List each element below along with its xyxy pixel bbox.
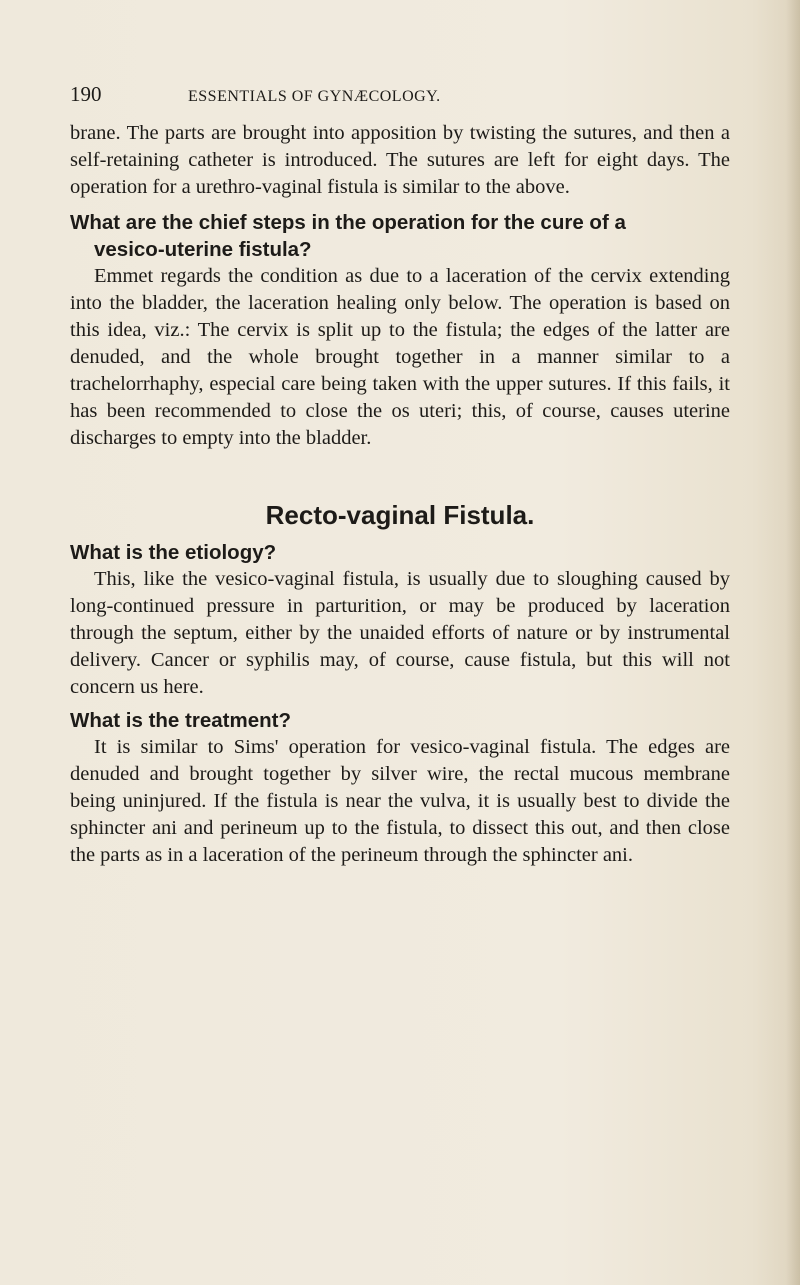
- question-line-1: What are the chief steps in the operation for the cure of a: [70, 211, 626, 234]
- running-head: [70, 82, 730, 110]
- paragraph-continuation: brane. The parts are brought into apposition by twisting the sutures, and then a self-retaining catheter is introduced. The sutures are left for eight days. The operation for a urethro-vaginal fistula is similar to the above.: [70, 122, 730, 198]
- question-line-2: vesico-uterine fistula?: [94, 238, 312, 261]
- question-vesico-uterine: [70, 209, 730, 263]
- answer-etiology: This, like the vesico-vaginal fistula, is usually due to sloughing caused by long-continued pressure in parturition, or may be produced by laceration through the septum, either by the unaided efforts of nature or by instrumental delivery. Cancer or syphilis may, of course, cause fistula, but this will not concern us here.: [70, 568, 730, 698]
- answer-treatment: It is similar to Sims' operation for vesico-vaginal fistula. The edges are denuded and brought together by silver wire, the rectal mucous membrane being uninjured. If the fistula is near the vulva, it is usually best to divide the sphincter ani and perineum up to the fistula, to dissect this out, and then close the parts as in a laceration of the perineum through the sphincter ani.: [70, 736, 730, 866]
- section-heading: Recto-vaginal Fistula.: [265, 500, 535, 530]
- question-etiology: What is the etiology?: [70, 541, 277, 564]
- page-content: [70, 82, 730, 869]
- question-treatment: What is the treatment?: [70, 709, 291, 732]
- page-edge-shadow: [786, 0, 800, 1285]
- page-number: 190: [70, 82, 102, 106]
- running-title: ESSENTIALS OF GYNÆCOLOGY.: [188, 88, 441, 105]
- answer-vesico-uterine: Emmet regards the condition as due to a laceration of the cervix extending into the bladder, the laceration healing only below. The operation is based on this idea, viz.: The cervix is split up to the fistula; the edges of the latter are denuded, and the whole brought together in a manner similar to a trachelorrhaphy, especial care being taken with the upper sutures. If this fails, it has been recommended to close the os uteri; this, of course, causes uterine discharges to empty into the bladder.: [70, 265, 730, 449]
